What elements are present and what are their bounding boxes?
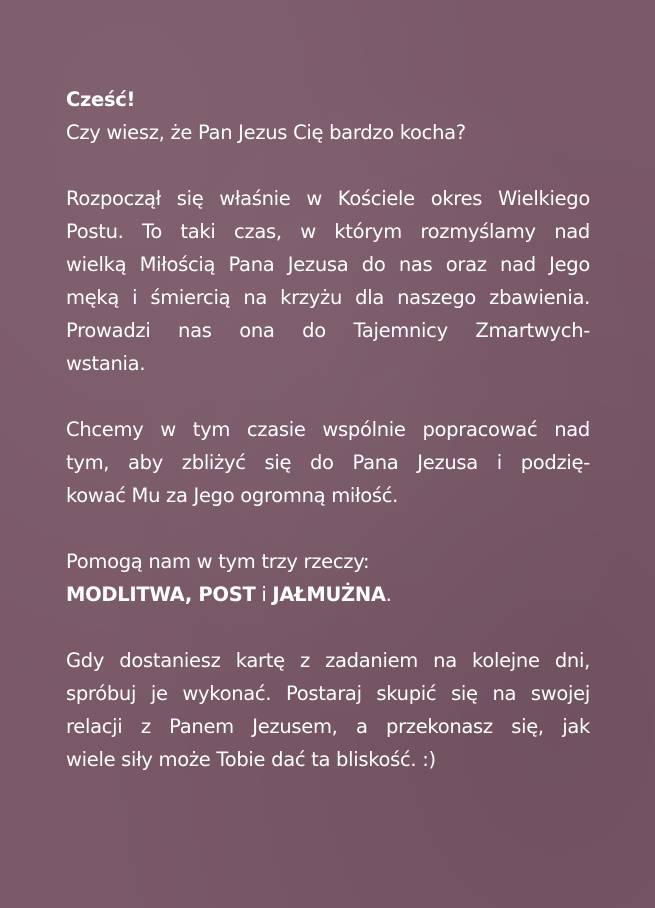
paragraph-task-card [66,644,590,776]
pillar-almsgiving: JAŁMUŻNA [272,583,386,606]
paragraph-line: Gdy dostaniesz kartę z zadaniem na kolejne dni, [66,649,590,672]
paragraph-line: wielką Miłością Pana Jezusa do nas oraz nad Jego [66,253,590,276]
pillars-line [66,578,590,611]
pillar-prayer-fasting: MODLITWA, POST [66,583,256,606]
pillar-conjunction: i [255,583,273,606]
paragraph-line: Prowadzi nas ona do Tajemnicy Zmartwych- [66,319,590,342]
paragraph-line: Postu. To taki czas, w którym rozmyślamy nad [66,220,590,243]
letter-body [66,83,590,809]
paragraph-line: kować Mu za Jego ogromną miłość. [66,484,399,507]
paragraph-line: tym, aby zbliżyć się do Pana Jezusa i podzię- [66,451,590,474]
paragraph-line: wstania. [66,352,146,375]
paragraph-line: spróbuj je wykonać. Postaraj skupić się na swojej [66,682,590,705]
paragraph-line: wiele siły może Tobie dać ta bliskość. :) [66,748,436,771]
greeting-block [66,83,590,149]
paragraph-line: męką i śmiercią na krzyżu dla naszego zbawienia. [66,286,590,309]
greeting: Cześć! [66,88,136,111]
paragraph-line: relacji z Panem Jezusem, a przekonasz się, jak [66,715,590,738]
pillar-period: . [385,583,392,606]
paragraph-line: Pomogą nam w tym trzy rzeczy: [66,550,370,573]
paragraph-three-things [66,545,590,611]
intro-question: Czy wiesz, że Pan Jezus Cię bardzo kocha? [66,121,466,144]
paragraph-lent [66,182,590,380]
paragraph-line: Rozpoczął się właśnie w Kościele okres Wielkiego [66,187,590,210]
paragraph-line: Chcemy w tym czasie wspólnie popracować nad [66,418,590,441]
paragraph-together [66,413,590,512]
